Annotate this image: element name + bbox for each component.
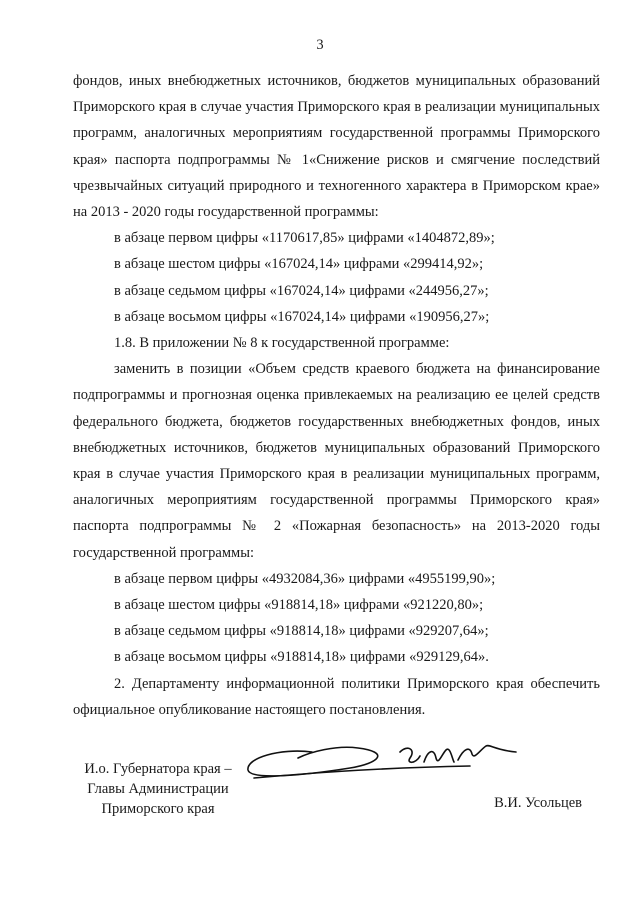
paragraph-7: заменить в позиции «Объем средств краевого бюджета на финансирование подпрограммы и прогнозная оценка привлекаемых на реализацию ее целей средств федерального бюджета, бюджетов государственных внебюджетных фондов, иных внебюджетных источников, бюджетов муниципальных образований Приморского края в случае участия Приморского края в реализации муниципальных программ, аналогичных мероприятиям государственной программы Приморского края» паспорта подпрограммы № 2 «Пожарная безопасность» на 2013-2020 годы государственной программы: — [73, 361, 600, 561]
paragraph-3: в абзаце шестом цифры «167024,14» цифрами «299414,92»; — [114, 256, 484, 273]
paragraph-12: 2. Департаменту информационной политики Приморского края обеспечить официальное опубликование настоящего постановления. — [73, 675, 600, 718]
paragraph-5: в абзаце восьмом цифры «167024,14» цифрами «190956,27»; — [114, 308, 490, 325]
paragraph-8: в абзаце первом цифры «4932084,36» цифрами «4955199,90»; — [114, 570, 496, 587]
paragraph-9: в абзаце шестом цифры «918814,18» цифрами «921220,80»; — [114, 597, 484, 614]
signatory-title-line-1: И.о. Губернатора края – — [84, 761, 232, 777]
document-body — [73, 68, 600, 723]
paragraph-10: в абзаце седьмом цифры «918814,18» цифрами «929207,64»; — [114, 623, 489, 640]
paragraph-6: 1.8. В приложении № 8 к государственной программе: — [114, 335, 450, 352]
page-number: 3 — [316, 37, 324, 53]
paragraph-4: в абзаце седьмом цифры «167024,14» цифрами «244956,27»; — [114, 282, 489, 299]
signatory-title — [58, 759, 258, 819]
signatory-title-line-2: Главы Администрации — [87, 781, 229, 797]
signatory-title-line-3: Приморского края — [101, 801, 215, 817]
handwritten-signature — [240, 738, 520, 790]
signatory-name: В.И. Усольцев — [494, 795, 582, 811]
paragraph-2: в абзаце первом цифры «1170617,85» цифрами «1404872,89»; — [114, 230, 495, 247]
paragraph-11: в абзаце восьмом цифры «918814,18» цифрами «929129,64». — [114, 649, 489, 666]
paragraph-1: фондов, иных внебюджетных источников, бюджетов муниципальных образований Приморского края в случае участия Приморского края в реализации муниципальных программ, аналогичных мероприятиям государственной программы Приморского края» паспорта подпрограммы № 1«Снижение рисков и смягчение последствий чрезвычайных ситуаций природного и техногенного характера в Приморском крае» на 2013 - 2020 годы государственной программы: — [73, 73, 600, 221]
